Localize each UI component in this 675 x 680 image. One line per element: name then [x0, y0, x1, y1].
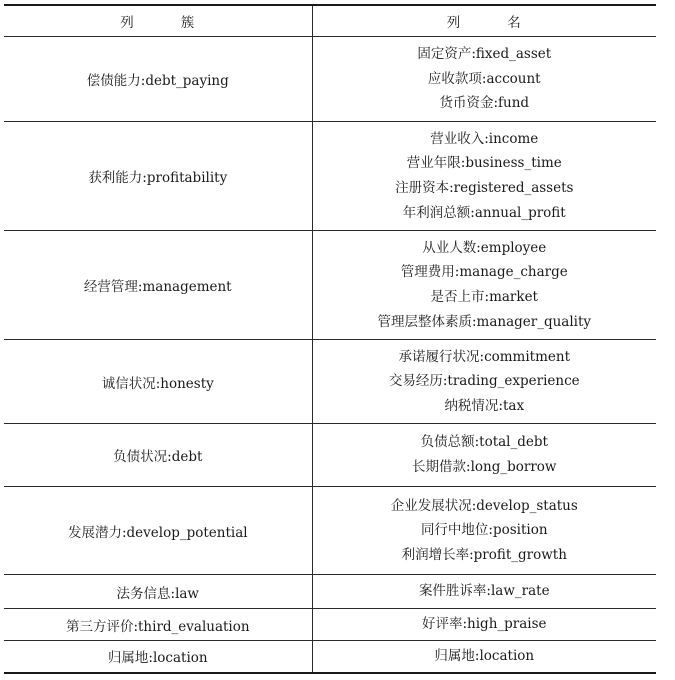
column-names-cell — [312, 641, 656, 673]
column-names-cell — [312, 424, 656, 487]
column-name: 承诺履行状况:commitment — [398, 348, 571, 365]
column-name: 管理费用:manage_charge — [400, 264, 568, 281]
header-name-char: 列 — [446, 15, 462, 31]
column-family-table — [4, 4, 656, 674]
column-names-cell — [312, 487, 656, 575]
table-row — [4, 609, 656, 641]
header-column-family — [4, 5, 312, 37]
table-header-row — [4, 5, 656, 37]
header-column-name — [312, 5, 656, 37]
column-name: 营业年限:business_time — [406, 155, 562, 172]
column-names-cell — [312, 575, 656, 609]
column-name: 好评率:high_praise — [422, 616, 547, 633]
column-name: 交易经历:trading_experience — [388, 373, 580, 390]
column-name: 负债总额:total_debt — [420, 434, 548, 451]
header-family-char: 列 — [120, 15, 135, 31]
column-family-cell: 偿债能力:debt_paying — [4, 37, 312, 122]
column-name: 从业人数:employee — [422, 239, 547, 256]
table-row — [4, 122, 656, 231]
table-row — [4, 231, 656, 340]
header-name-char: 名 — [507, 15, 522, 31]
column-family-cell: 负债状况:debt — [4, 424, 312, 487]
column-family-cell: 发展潜力:develop_potential — [4, 487, 312, 575]
table-row — [4, 487, 656, 575]
column-name: 同行中地位:position — [420, 522, 548, 539]
column-name: 营业收入:income — [430, 130, 539, 147]
column-name: 货币资金:fund — [439, 95, 530, 112]
column-names-cell — [312, 122, 656, 231]
column-name: 应收款项:account — [427, 70, 541, 87]
table-row — [4, 424, 656, 487]
column-name: 固定资产:fixed_asset — [417, 46, 552, 63]
column-names-cell — [312, 37, 656, 122]
column-name: 归属地:location — [434, 647, 535, 664]
column-family-cell: 第三方评价:third_evaluation — [4, 609, 312, 641]
table-row — [4, 641, 656, 673]
column-names-cell — [312, 231, 656, 340]
column-name: 纳税情况:tax — [444, 397, 525, 414]
column-names-cell — [312, 340, 656, 424]
column-name: 注册资本:registered_assets — [395, 180, 574, 196]
column-name: 利润增长率:profit_growth — [401, 546, 567, 563]
column-family-cell: 法务信息:law — [4, 575, 312, 609]
table-row — [4, 37, 656, 122]
column-family-cell: 归属地:location — [4, 641, 312, 673]
column-name: 长期借款:long_borrow — [412, 459, 557, 475]
column-name: 年利润总额:annual_profit — [402, 204, 566, 221]
column-name: 企业发展状况:develop_status — [390, 497, 578, 514]
column-names-cell — [312, 609, 656, 641]
table-row — [4, 340, 656, 424]
column-name: 管理层整体素质:manager_quality — [377, 313, 592, 330]
column-name: 案件胜诉率:law_rate — [418, 583, 550, 600]
column-family-cell: 诚信状况:honesty — [4, 340, 312, 424]
column-name: 是否上市:market — [430, 289, 538, 305]
table-row — [4, 575, 656, 609]
column-family-cell: 获利能力:profitability — [4, 122, 312, 231]
column-family-cell: 经营管理:management — [4, 231, 312, 340]
header-family-char: 簇 — [180, 15, 196, 31]
